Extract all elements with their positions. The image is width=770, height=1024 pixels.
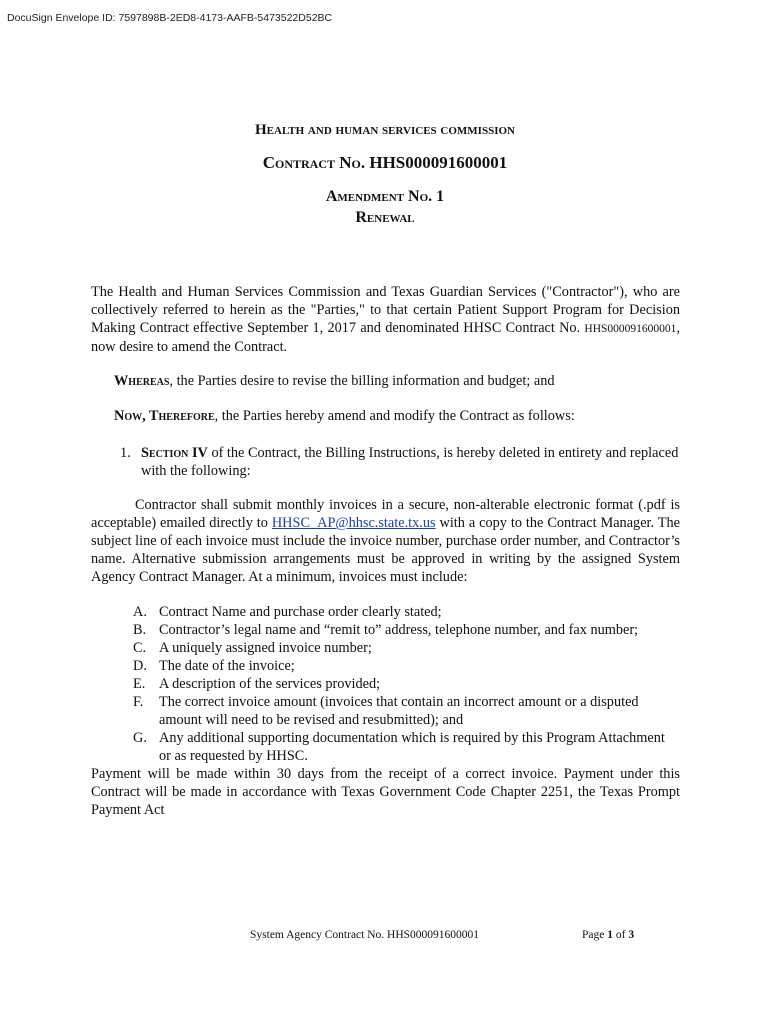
list-letter: G. <box>133 730 147 746</box>
whereas-text: , the Parties desire to revise the billing information and budget; and <box>169 373 555 389</box>
payment-terms-paragraph: Payment will be made within 30 days from the receipt of a correct invoice. Payment under this Contract will be made in accordance with Texas Government Code Chapter 2251, the Texas Prompt Payment Act <box>91 766 680 818</box>
list-item <box>133 693 673 729</box>
page-total: 3 <box>628 929 635 941</box>
list-item <box>133 603 673 621</box>
list-letter: E. <box>133 676 146 692</box>
list-text: The date of the invoice; <box>159 658 295 674</box>
now-therefore-lead: Now, Therefore <box>114 408 215 424</box>
item-text: of the Contract, the Billing Instructions, is hereby deleted in entirety and replaced with the following: <box>141 445 679 479</box>
footer-page-number <box>582 929 634 941</box>
docusign-envelope-id: DocuSign Envelope ID: 7597898B-2ED8-4173-AAFB-5473522D52BC <box>7 12 333 24</box>
list-item <box>133 675 673 693</box>
list-item <box>133 657 673 675</box>
intro-contract-number: HHS000091600001 <box>584 323 677 335</box>
now-therefore-text: , the Parties hereby amend and modify the Contract as follows: <box>214 408 575 424</box>
list-letter: B. <box>133 622 147 638</box>
list-letter: A. <box>133 604 147 620</box>
list-text: The correct invoice amount (invoices that contain an incorrect amount or a disputed amount will need to be revised and resubmitted); and <box>159 694 639 728</box>
list-letter: C. <box>133 640 147 656</box>
billing-text: Contractor shall submit monthly invoices in a secure, non-alterable electronic format (.pdf is acceptable) emailed directly to <box>91 497 680 531</box>
section-reference: Section IV <box>141 445 208 461</box>
agency-title: Health and human services commission <box>255 122 515 138</box>
amendment-number: Amendment No. 1 <box>325 188 445 205</box>
list-text: A uniquely assigned invoice number; <box>159 640 372 656</box>
list-item <box>133 639 673 657</box>
billing-instructions-paragraph <box>91 496 680 586</box>
page-current: 1 <box>607 929 613 941</box>
billing-text-end: with a copy to the Contract Manager. The subject line of each invoice must include the invoice number, purchase order number, and Contractor’s name. Alternative submission arrangements must be approved in writing by the assigned System Agency Contract Manager. At a minimum, invoices must include: <box>91 515 680 585</box>
list-text: Contractor’s legal name and “remit to” address, telephone number, and fax number; <box>159 622 639 638</box>
renewal-label: Renewal <box>355 209 415 226</box>
amendment-heading <box>0 186 770 228</box>
item-number: 1. <box>120 445 131 461</box>
list-letter: F. <box>133 694 144 710</box>
invoice-email-link[interactable]: HHSC_AP@hhsc.state.tx.us <box>271 515 436 531</box>
whereas-clause <box>114 372 684 390</box>
intro-paragraph <box>91 283 680 356</box>
list-text: A description of the services provided; <box>159 676 381 692</box>
list-text: Any additional supporting documentation which is required by this Program Attachment or as requested by HHSC. <box>159 730 665 764</box>
contract-number-title: Contract No. HHS000091600001 <box>262 153 508 172</box>
list-item <box>133 621 673 639</box>
invoice-requirements-list <box>133 603 673 765</box>
intro-text-end: , now desire to amend the Contract. <box>91 320 681 355</box>
footer-contract-reference: System Agency Contract No. HHS000091600001 <box>250 929 480 941</box>
list-item <box>133 729 673 765</box>
page-of: of <box>615 929 626 941</box>
list-letter: D. <box>133 658 147 674</box>
list-text: Contract Name and purchase order clearly stated; <box>159 604 442 620</box>
intro-text: The Health and Human Services Commission and Texas Guardian Services ("Contractor"), who are collectively referred to herein as the "Parties," to that certain Patient Support Program for Decision Making Contract effective September 1, 2017 and denominated HHSC Contract No. <box>91 284 680 336</box>
whereas-lead: Whereas <box>114 373 170 389</box>
page-label: Page <box>582 929 605 941</box>
now-therefore-clause <box>114 407 684 425</box>
